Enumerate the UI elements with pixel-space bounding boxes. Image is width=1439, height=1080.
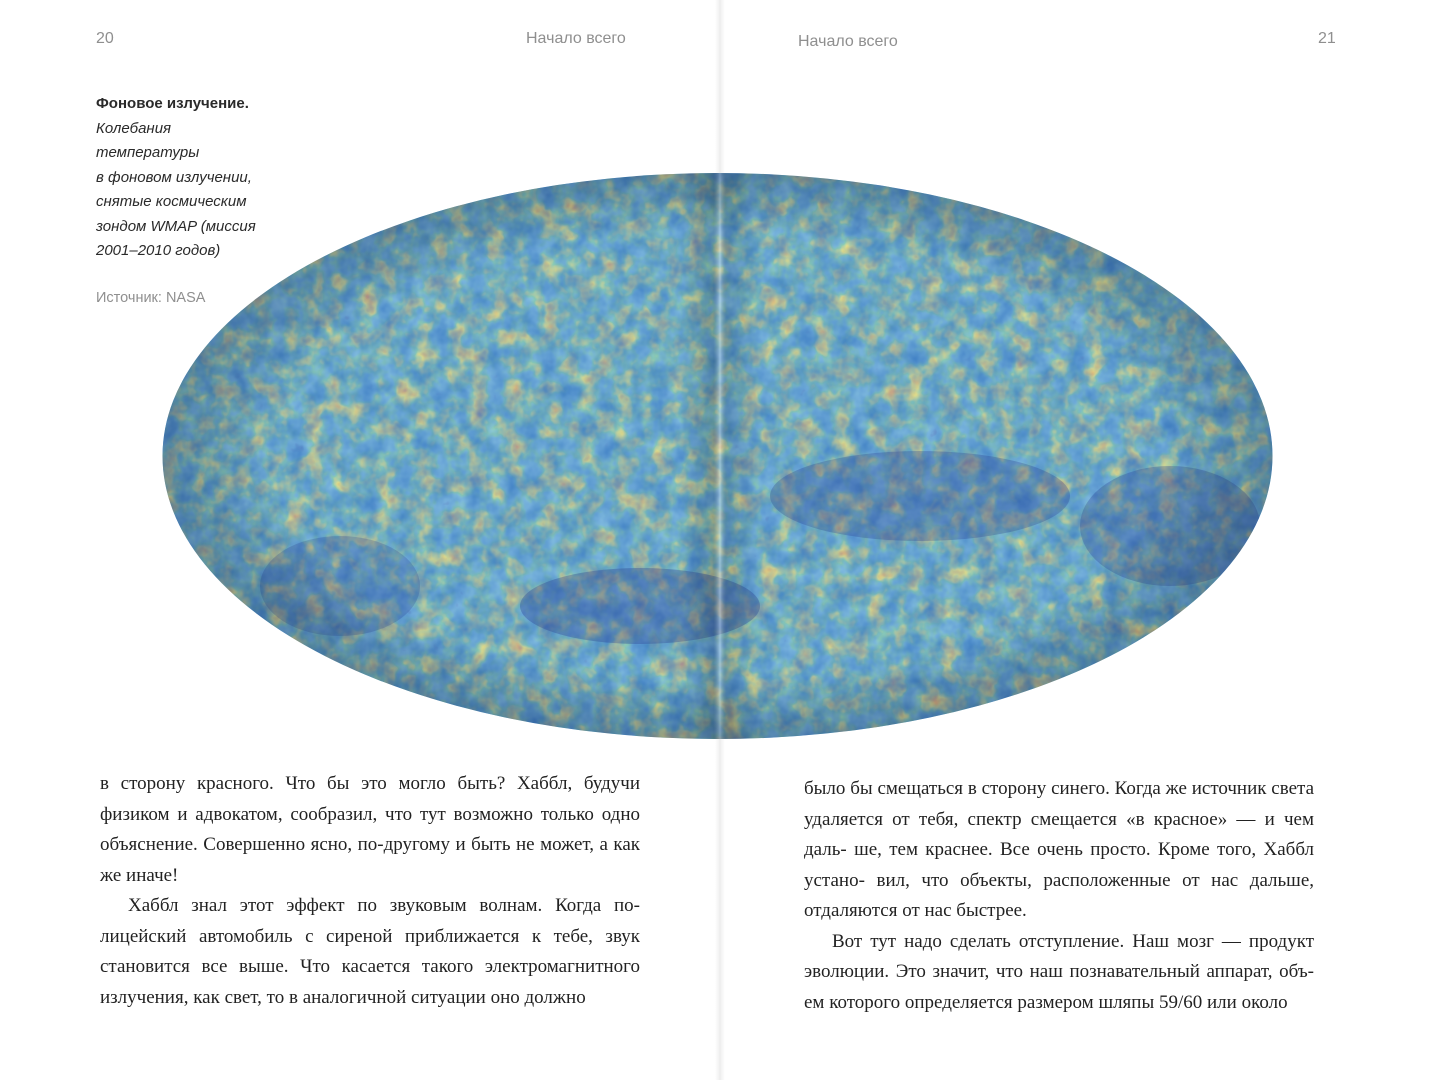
text-line: в сторону красного. Что бы это могло быть? Хаббл, будучи — [100, 773, 640, 794]
text-line: было бы смещаться в сторону синего. Когда же источник света — [804, 778, 1314, 799]
left-running-title: Начало всего — [526, 30, 626, 47]
map-edge-shading — [163, 173, 1273, 739]
paragraph — [804, 927, 1314, 1019]
paragraph — [100, 891, 640, 1013]
left-page-number: 20 — [96, 30, 114, 47]
text-line: ем которого определяется размером шляпы 59/60 или около — [804, 991, 1288, 1013]
caption-line: зондом WMAP (миссия — [96, 217, 256, 235]
right-page-number: 21 — [1318, 30, 1336, 47]
text-line: от нас быстрее. — [902, 900, 1027, 921]
right-body-text — [804, 774, 1314, 1018]
cmb-sky-map — [160, 166, 1275, 746]
text-line: вил, что объекты, расположенные от нас дальше, отдаляются — [804, 869, 1314, 921]
caption-source: Источник: NASA — [96, 289, 206, 306]
caption-title: Фоновое излучение. — [96, 95, 249, 112]
caption-line: температуры — [96, 144, 200, 161]
caption-line: в фоновом излучении, — [96, 168, 252, 186]
text-line: эволюции. Это значит, что наш познавательный аппарат, объ- — [804, 961, 1314, 982]
text-line: одно объяснение. Совершенно ясно, по-другому и быть не — [100, 803, 640, 855]
text-line: излучения, как свет, то в аналогичной ситуации оно должно — [100, 986, 586, 1008]
text-line: лицейский автомобиль с сиреной приближается к тебе, звук — [100, 925, 640, 947]
left-body-text — [100, 769, 640, 1013]
caption-line: снятые космическим — [96, 193, 247, 210]
text-line: удаляется от тебя, спектр смещается «в красное» — и чем даль- — [804, 808, 1314, 860]
text-line: физиком и адвокатом, сообразил, что тут возможно только — [100, 803, 594, 825]
paragraph — [804, 774, 1314, 927]
text-line: Хаббл знал этот эффект по звуковым волнам. Когда по- — [128, 895, 640, 916]
text-line: может, а как же иначе! — [100, 834, 641, 886]
right-running-title: Начало всего — [798, 33, 898, 50]
paragraph — [100, 769, 640, 891]
text-line: ше, тем краснее. Все очень просто. Кроме того, Хаббл устано- — [804, 839, 1314, 891]
caption-line: 2001–2010 годов) — [96, 242, 221, 259]
caption-line: Колебания — [96, 119, 172, 137]
text-line: становится все выше. Что касается такого электромагнитного — [100, 956, 640, 977]
text-line: Вот тут надо сделать отступление. Наш мозг — продукт — [832, 930, 1314, 952]
